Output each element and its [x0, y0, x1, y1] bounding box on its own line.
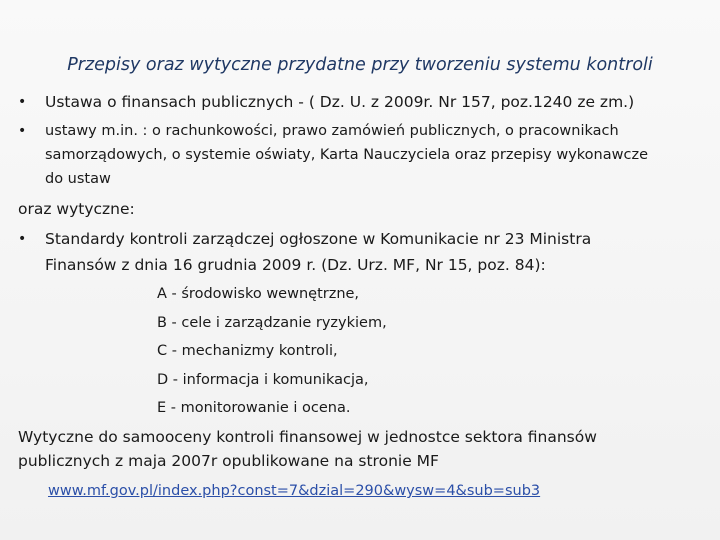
mf-link[interactable]: www.mf.gov.pl/index.php?const=7&dzial=290&wysw=4&sub=sub3: [48, 483, 541, 499]
standard-item-b: B - cele i zarządzanie ryzykiem,: [157, 315, 387, 331]
closing-line-1: Wytyczne do samooceny kontroli finansowej w jednostce sektora finansów: [18, 428, 597, 446]
bullet-ustawy-line-2: samorządowych, o systemie oświaty, Karta Nauczyciela oraz przepisy wykonawcze: [45, 147, 648, 163]
standard-item-c: C - mechanizmy kontroli,: [157, 343, 338, 359]
bullet-icon: •: [18, 94, 27, 110]
bullet-icon: •: [18, 231, 27, 247]
standards-line-2: Finansów z dnia 16 grudnia 2009 r. (Dz. Urz. MF, Nr 15, poz. 84):: [45, 256, 546, 274]
bullet-icon: •: [18, 123, 27, 139]
bullet-ustawy-line-1: ustawy m.in. : o rachunkowości, prawo zamówień publicznych, o pracownikach: [45, 123, 619, 139]
slide-title: Przepisy oraz wytyczne przydatne przy tworzeniu systemu kontroli: [67, 55, 653, 75]
standard-item-d: D - informacja i komunikacja,: [157, 372, 369, 388]
standards-line-1: Standardy kontroli zarządczej ogłoszone w Komunikacie nr 23 Ministra: [45, 230, 592, 248]
standard-item-a: A - środowisko wewnętrzne,: [157, 286, 360, 302]
standard-item-e: E - monitorowanie i ocena.: [157, 400, 351, 416]
bullet-ustawa-finanse: Ustawa o finansach publicznych - ( Dz. U. z 2009r. Nr 157, poz.1240 ze zm.): [45, 93, 635, 111]
closing-line-2: publicznych z maja 2007r opublikowane na stronie MF: [18, 452, 439, 470]
guidelines-intro: oraz wytyczne:: [18, 200, 135, 218]
bullet-ustawy-line-3: do ustaw: [45, 171, 111, 187]
